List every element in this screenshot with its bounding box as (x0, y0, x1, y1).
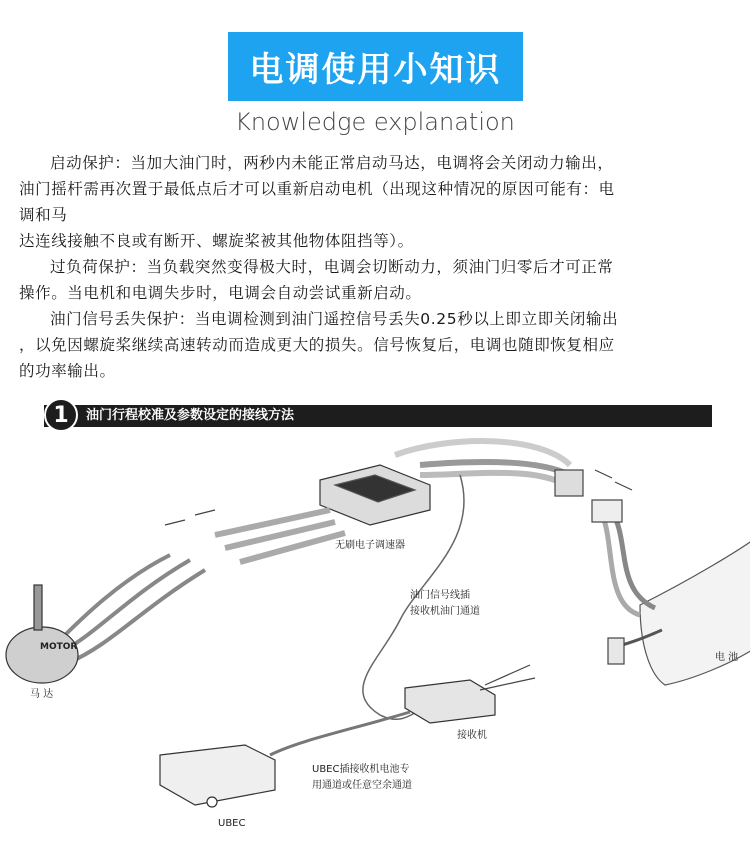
section-number-badge: 1 (44, 398, 78, 432)
paragraph-startup-protection-line-2: 油门摇杆需再次置于最低点后才可以重新启动电机（出现这种情况的原因可能有：电 (19, 180, 615, 198)
motor-brand-text: MOTOR (40, 642, 78, 652)
esc-power-wire-2 (420, 473, 570, 488)
paragraph-signal-loss-protection-line-1: 油门信号丢失保护：当电调检测到油门遥控信号丢失0.25秒以上即立即关闭输出 (50, 310, 619, 328)
receiver-label: 接收机 (457, 730, 487, 741)
ubec-note-line-2: 用通道或任意空余通道 (312, 780, 412, 791)
esc-motor-lead-2 (225, 522, 335, 548)
arrow-connector-left (595, 470, 612, 478)
ubec-button (207, 797, 217, 807)
motor-shaft (34, 585, 42, 630)
signal-label-line-2: 接收机油门通道 (410, 606, 480, 617)
receiver-antenna-1 (485, 665, 530, 685)
receiver-body (405, 680, 495, 723)
arrow-connector-right (615, 482, 632, 490)
ubec-body (160, 745, 275, 805)
page-subtitle: Knowledge explanation (235, 108, 515, 136)
page-title-banner (228, 32, 523, 101)
esc-connector (555, 470, 583, 496)
wiring-diagram (0, 430, 750, 852)
paragraph-signal-loss-protection-line-3: 的功率输出。 (19, 362, 116, 380)
battery-label: 电 池 (715, 652, 739, 663)
paragraph-startup-protection-line-1: 启动保护：当加大油门时，两秒内未能正常启动马达，电调将会关闭动力输出， (50, 154, 614, 172)
battery-connector (592, 500, 622, 522)
ubec-note-line-1: UBEC插接收机电池专 (312, 764, 410, 775)
ubec-wire (270, 712, 410, 755)
signal-label-line-1: 油门信号线插 (410, 590, 470, 601)
balance-plug (608, 638, 624, 664)
paragraph-overload-protection-line-1: 过负荷保护：当负载突然变得极大时，电调会切断动力，须油门归零后才可正常 (50, 258, 614, 276)
paragraph-signal-loss-protection-line-2: ，以免因螺旋桨继续高速转动而造成更大的损失。信号恢复后，电调也随即恢复相应 (19, 336, 615, 354)
paragraph-startup-protection-line-3: 调和马 (19, 206, 68, 224)
section-title: 油门行程校准及参数设定的接线方法 (86, 408, 295, 423)
motor-wire-2 (65, 560, 190, 650)
page-title: 电调使用小知识 (249, 50, 502, 90)
motor-wire-1 (60, 555, 170, 640)
arrow-left (165, 520, 185, 525)
paragraph-startup-protection-line-4: 达连线接触不良或有断开、螺旋桨被其他物体阻挡等）。 (19, 232, 414, 250)
paragraph-overload-protection-line-2: 操作。当电机和电调失步时，电调会自动尝试重新启动。 (19, 284, 422, 302)
esc-label: 无刷电子调速器 (335, 540, 405, 551)
motor-wire-3 (70, 570, 205, 662)
motor-body (6, 627, 78, 683)
motor-label: 马 达 (30, 689, 54, 700)
esc-motor-lead-3 (240, 533, 345, 562)
esc-motor-lead-1 (215, 510, 330, 535)
body-text (19, 150, 735, 384)
arrow-right (195, 510, 215, 515)
ubec-label: UBEC (218, 818, 246, 829)
